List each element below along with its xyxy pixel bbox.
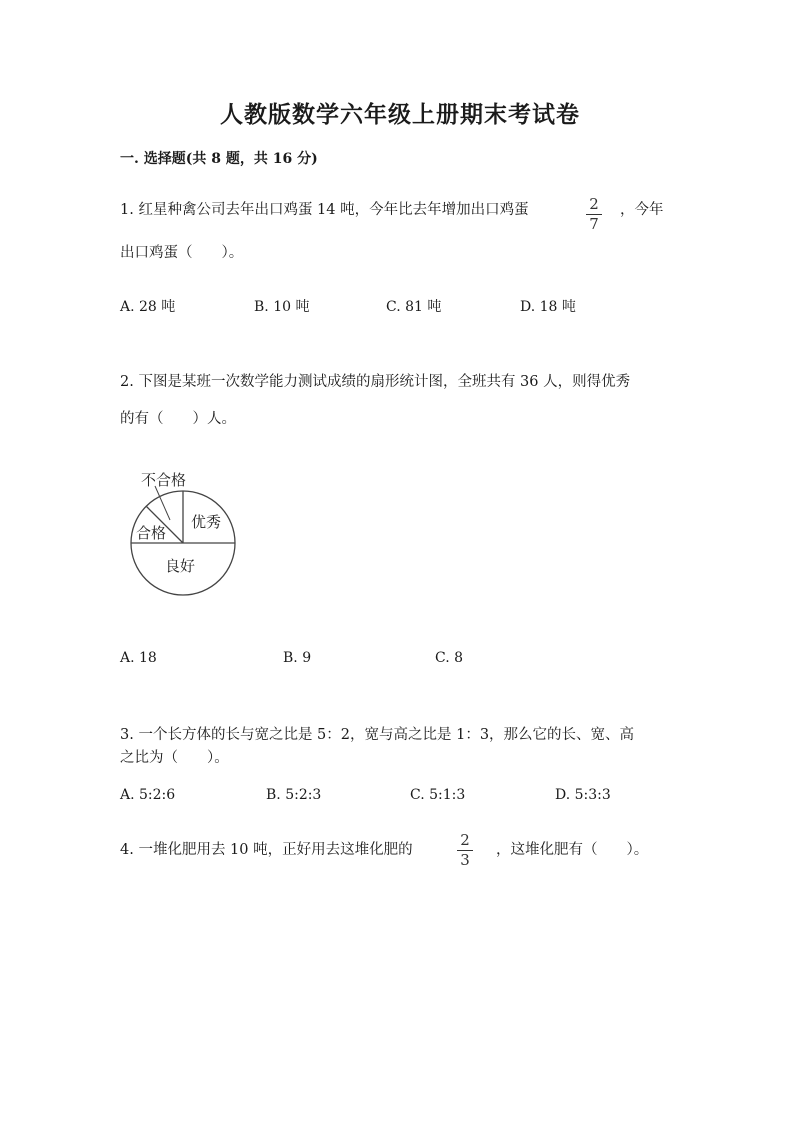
page-title: 人教版数学六年级上册期末考试卷 — [220, 101, 580, 128]
question-1-text: 1. 红星种禽公司去年出口鸡蛋 14 吨，今年比去年增加出口鸡蛋 — [120, 202, 529, 218]
question-3-line2: 之比为（ ）。 — [120, 750, 229, 766]
question-4-text-after: ，这堆化肥有（ ）。 — [496, 842, 649, 858]
pie-label-pass: 合格 — [136, 524, 167, 542]
option-1-d[interactable]: D. 18 吨 — [520, 299, 576, 315]
fraction-numerator: 2 — [589, 195, 599, 213]
fraction-numerator: 2 — [460, 831, 470, 849]
question-2-line1: 2. 下图是某班一次数学能力测试成绩的扇形统计图，全班共有 36 人，则得优秀 — [120, 374, 631, 390]
fraction-denominator: 7 — [589, 215, 599, 233]
option-3-b[interactable]: B. 5:2:3 — [266, 787, 322, 803]
question-3-line1: 3. 一个长方体的长与宽之比是 5：2，宽与高之比是 1：3，那么它的长、宽、高 — [120, 727, 635, 743]
section-heading: 一. 选择题(共 8 题，共 16 分) — [120, 151, 318, 167]
option-2-a[interactable]: A. 18 — [120, 650, 157, 666]
pie-label-excellent: 优秀 — [191, 513, 222, 531]
option-2-c[interactable]: C. 8 — [435, 650, 464, 666]
pie-chart — [125, 462, 245, 602]
pie-label-fail: 不合格 — [141, 471, 187, 489]
option-1-b[interactable]: B. 10 吨 — [254, 299, 310, 315]
option-2-b[interactable]: B. 9 — [283, 650, 312, 666]
question-4-text: 4. 一堆化肥用去 10 吨，正好用去这堆化肥的 — [120, 842, 413, 858]
question-2-line2: 的有（ ）人。 — [120, 411, 236, 427]
option-3-c[interactable]: C. 5:1:3 — [410, 787, 466, 803]
option-1-c[interactable]: C. 81 吨 — [386, 299, 442, 315]
pie-label-good: 良好 — [165, 557, 196, 575]
question-1-text-after: ，今年 — [620, 202, 664, 218]
fraction-denominator: 3 — [460, 851, 470, 869]
option-3-d[interactable]: D. 5:3:3 — [555, 787, 611, 803]
option-3-a[interactable]: A. 5:2:6 — [120, 787, 176, 803]
question-1-line2: 出口鸡蛋（ ）。 — [120, 245, 244, 261]
question-1-fraction — [585, 196, 603, 233]
question-4-fraction — [456, 832, 474, 869]
option-1-a[interactable]: A. 28 吨 — [120, 299, 176, 315]
pie-label-leader — [155, 486, 170, 520]
